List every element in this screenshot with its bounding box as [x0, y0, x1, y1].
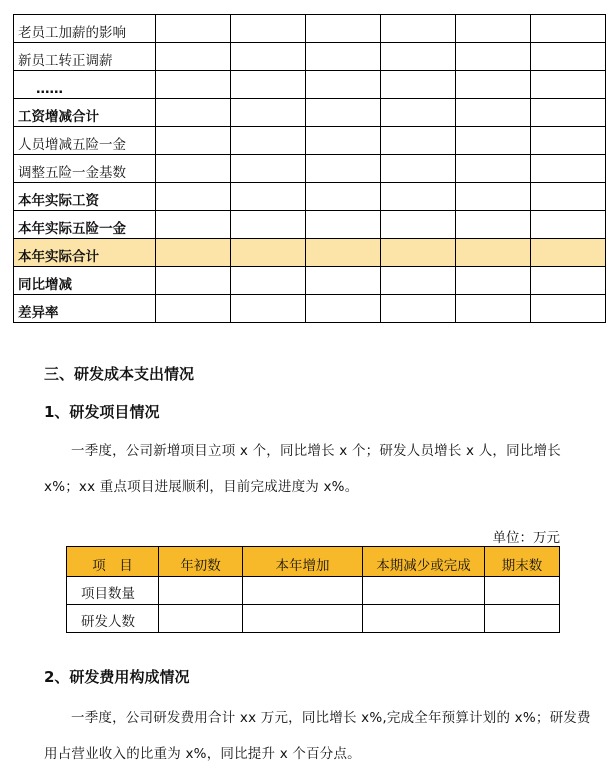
salary-cell — [231, 211, 306, 239]
salary-cell — [381, 15, 456, 43]
salary-cell — [306, 183, 381, 211]
salary-row-label: 老员工加薪的影响 — [14, 15, 156, 43]
salary-cell — [531, 295, 606, 323]
salary-cell — [156, 267, 231, 295]
salary-cell — [306, 71, 381, 99]
salary-cell — [381, 127, 456, 155]
project-cell — [159, 605, 243, 633]
salary-cell — [231, 295, 306, 323]
salary-cell — [456, 15, 531, 43]
salary-cell — [231, 127, 306, 155]
salary-cell — [231, 15, 306, 43]
salary-table — [13, 14, 606, 323]
salary-table-row — [14, 99, 606, 127]
project-table-header: 年初数 — [159, 547, 243, 577]
salary-cell — [231, 239, 306, 267]
project-cell — [243, 605, 363, 633]
project-table-row — [67, 605, 560, 633]
salary-cell — [156, 99, 231, 127]
salary-cell — [531, 211, 606, 239]
salary-cell — [531, 99, 606, 127]
salary-cell — [381, 155, 456, 183]
salary-cell — [156, 71, 231, 99]
salary-cell — [306, 267, 381, 295]
project-table-row — [67, 577, 560, 605]
salary-row-label: 工资增减合计 — [14, 99, 156, 127]
salary-cell — [381, 239, 456, 267]
salary-cell — [231, 155, 306, 183]
salary-table-row — [14, 127, 606, 155]
project-row-label: 项目数量 — [67, 577, 159, 605]
project-table-header: 本年增加 — [243, 547, 363, 577]
salary-cell — [456, 71, 531, 99]
salary-cell — [381, 211, 456, 239]
salary-cell — [381, 43, 456, 71]
salary-cell — [456, 267, 531, 295]
section-title: 三、研发成本支出情况 — [44, 365, 195, 383]
salary-cell — [531, 43, 606, 71]
salary-cell — [381, 71, 456, 99]
salary-cell — [456, 239, 531, 267]
salary-cell — [456, 99, 531, 127]
salary-cell — [306, 155, 381, 183]
salary-cell — [306, 43, 381, 71]
salary-cell — [156, 127, 231, 155]
salary-cell — [381, 99, 456, 127]
salary-cell — [531, 183, 606, 211]
salary-cell — [231, 267, 306, 295]
salary-cell — [156, 295, 231, 323]
project-cell — [363, 577, 485, 605]
salary-cell — [531, 155, 606, 183]
salary-cell — [381, 295, 456, 323]
salary-row-label: 本年实际工资 — [14, 183, 156, 211]
salary-cell — [306, 99, 381, 127]
salary-cell — [156, 43, 231, 71]
project-table-header: 项 目 — [67, 547, 159, 577]
salary-cell — [531, 267, 606, 295]
salary-cell — [531, 71, 606, 99]
project-row-label: 研发人数 — [67, 605, 159, 633]
salary-cell — [156, 15, 231, 43]
salary-cell — [156, 183, 231, 211]
salary-cell — [456, 43, 531, 71]
salary-cell — [531, 239, 606, 267]
salary-row-label: 本年实际五险一金 — [14, 211, 156, 239]
project-table — [66, 546, 560, 633]
salary-cell — [456, 183, 531, 211]
salary-row-label: 新员工转正调薪 — [14, 43, 156, 71]
salary-table-row — [14, 15, 606, 43]
salary-cell — [306, 211, 381, 239]
salary-table-row — [14, 211, 606, 239]
salary-cell — [156, 239, 231, 267]
salary-cell — [456, 295, 531, 323]
subsection-title-expenses: 2、研发费用构成情况 — [44, 668, 190, 686]
salary-cell — [531, 15, 606, 43]
salary-cell — [306, 295, 381, 323]
salary-table-row — [14, 239, 606, 267]
salary-cell — [306, 15, 381, 43]
salary-table-row — [14, 43, 606, 71]
salary-table-row — [14, 295, 606, 323]
project-cell — [159, 577, 243, 605]
project-cell — [363, 605, 485, 633]
salary-cell — [231, 183, 306, 211]
salary-cell — [306, 127, 381, 155]
unit-label: 单位：万元 — [492, 530, 560, 546]
salary-cell — [231, 43, 306, 71]
salary-cell — [231, 71, 306, 99]
salary-table-row — [14, 183, 606, 211]
salary-cell — [381, 183, 456, 211]
salary-cell — [456, 211, 531, 239]
salary-cell — [156, 211, 231, 239]
expenses-paragraph: 一季度，公司研发费用合计 xx 万元，同比增长 x%,完成全年预算计划的 x%；研发费用占营业收入的比重为 x%，同比提升 x 个百分点。 — [44, 710, 591, 762]
projects-paragraph: 一季度，公司新增项目立项 x 个，同比增长 x 个；研发人员增长 x 人，同比增长 x%；xx 重点项目进展顺利，目前完成进度为 x%。 — [44, 443, 561, 495]
subsection-title-projects: 1、研发项目情况 — [44, 403, 160, 421]
salary-row-label: …… — [14, 71, 156, 99]
salary-table-row — [14, 155, 606, 183]
salary-cell — [456, 155, 531, 183]
salary-row-label: 同比增减 — [14, 267, 156, 295]
salary-row-label: 调整五险一金基数 — [14, 155, 156, 183]
salary-row-label: 人员增减五险一金 — [14, 127, 156, 155]
salary-cell — [456, 127, 531, 155]
salary-cell — [306, 239, 381, 267]
salary-cell — [381, 267, 456, 295]
salary-cell — [156, 155, 231, 183]
project-table-header: 本期减少或完成 — [363, 547, 485, 577]
project-cell — [485, 577, 560, 605]
salary-cell — [231, 99, 306, 127]
project-cell — [243, 577, 363, 605]
project-table-header-row — [67, 547, 560, 577]
salary-row-label: 差异率 — [14, 295, 156, 323]
salary-row-label: 本年实际合计 — [14, 239, 156, 267]
project-table-header: 期末数 — [485, 547, 560, 577]
salary-table-row — [14, 267, 606, 295]
salary-table-row — [14, 71, 606, 99]
project-cell — [485, 605, 560, 633]
salary-cell — [531, 127, 606, 155]
